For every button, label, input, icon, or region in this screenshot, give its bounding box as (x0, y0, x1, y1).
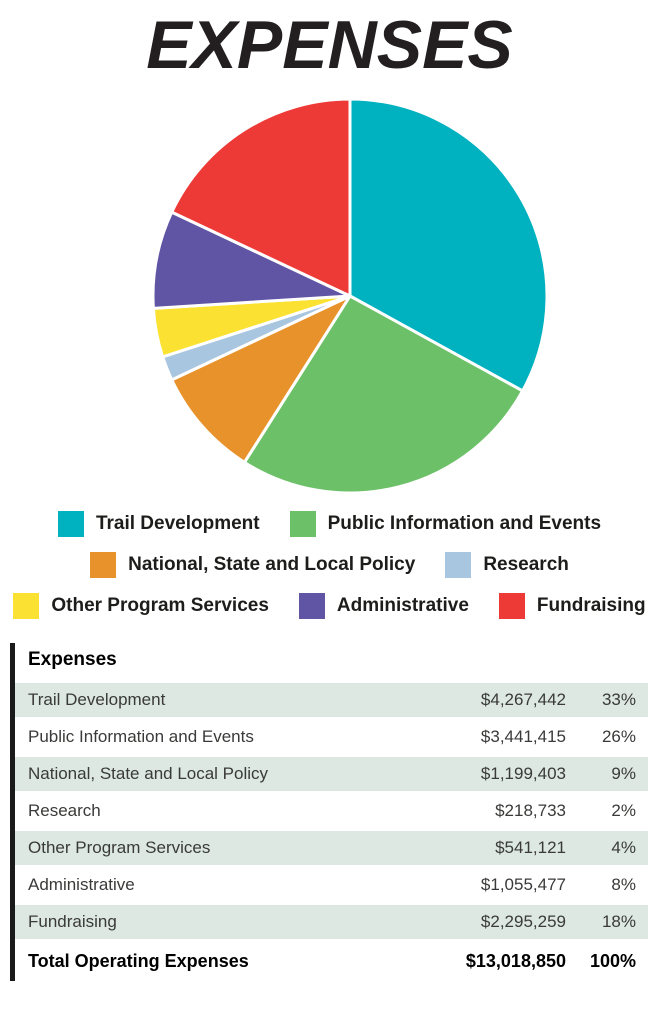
legend-label: National, State and Local Policy (128, 553, 416, 575)
legend-item (90, 552, 415, 578)
table-row-amount: $1,199,403 (480, 763, 566, 783)
table-row-percent: 18% (601, 911, 636, 931)
legend-item (299, 593, 469, 619)
legend-row (0, 552, 659, 578)
table-total-row (15, 942, 648, 981)
table-row-amount: $2,295,259 (480, 911, 566, 931)
table-row-amount: $218,733 (495, 800, 566, 820)
legend-label: Other Program Services (51, 594, 269, 616)
table-row-percent: 8% (611, 874, 636, 894)
legend-item (445, 552, 569, 578)
table-row (15, 831, 648, 865)
table-row-percent: 26% (601, 726, 636, 746)
table-row (15, 683, 648, 717)
legend-label: Administrative (336, 594, 469, 616)
table-row (15, 905, 648, 939)
table-row-label: National, State and Local Policy (28, 763, 269, 783)
table-row-percent: 2% (611, 800, 636, 820)
legend-label: Public Information and Events (327, 512, 602, 534)
table-body (15, 683, 648, 939)
legend-label: Research (483, 553, 569, 575)
table-row-percent: 9% (611, 763, 636, 783)
table-row-percent: 4% (611, 837, 636, 857)
table-row-amount: $1,055,477 (480, 874, 566, 894)
legend-color-swatch (58, 511, 84, 537)
legend-color-swatch (290, 511, 316, 537)
table-header: Expenses (28, 648, 117, 670)
table-row-amount: $3,441,415 (480, 726, 566, 746)
table-row-amount: $4,267,442 (480, 689, 566, 709)
legend-color-swatch (445, 552, 471, 578)
expenses-infographic (0, 8, 659, 1024)
legend-color-swatch (13, 593, 39, 619)
total-label: Total Operating Expenses (28, 950, 249, 971)
chart-legend (0, 511, 659, 619)
table-row-label: Administrative (28, 874, 135, 894)
table-row (15, 757, 648, 791)
expenses-table (10, 643, 648, 981)
legend-item (499, 593, 646, 619)
legend-color-swatch (299, 593, 325, 619)
legend-item (58, 511, 260, 537)
legend-item (13, 593, 269, 619)
pie-chart (0, 95, 659, 497)
table-row-label: Research (28, 800, 101, 820)
pie-chart-svg (149, 95, 551, 497)
legend-color-swatch (90, 552, 116, 578)
legend-label: Fundraising (536, 594, 646, 616)
table-row-label: Trail Development (28, 689, 166, 709)
legend-row (0, 511, 659, 537)
legend-label: Trail Development (95, 512, 260, 534)
table-row-label: Fundraising (28, 911, 117, 931)
legend-item (290, 511, 601, 537)
table-row (15, 868, 648, 902)
table-row-label: Public Information and Events (28, 726, 254, 746)
table-row (15, 794, 648, 828)
table-row-percent: 33% (601, 689, 636, 709)
total-amount: $13,018,850 (465, 950, 566, 971)
table-row-label: Other Program Services (28, 837, 211, 857)
table-row-amount: $541,121 (495, 837, 566, 857)
page-title: EXPENSES (146, 7, 513, 83)
legend-row (0, 593, 659, 619)
total-percent: 100% (589, 950, 636, 971)
table-row (15, 720, 648, 754)
legend-color-swatch (499, 593, 525, 619)
